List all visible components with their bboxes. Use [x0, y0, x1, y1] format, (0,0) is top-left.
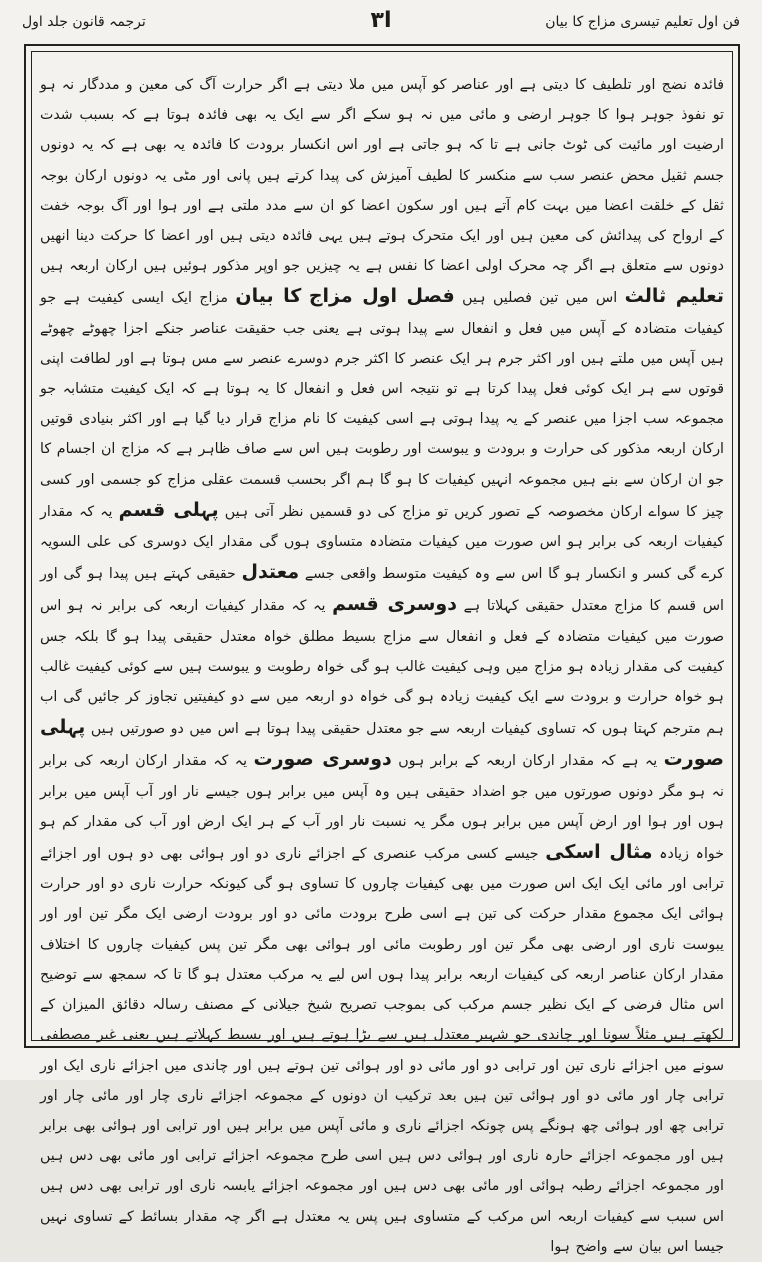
bold-heading: پہلی قسم	[118, 498, 219, 521]
bold-heading: کا بیان	[235, 285, 302, 308]
bold-heading: فصل اول مزاج	[308, 285, 455, 308]
bold-heading: معتدل	[241, 561, 300, 584]
bold-heading: دوسری صورت	[253, 748, 392, 771]
bold-heading: مثال اسکی	[545, 841, 653, 864]
running-title-left: ترجمہ قانون جلد اول	[22, 14, 146, 30]
running-title-right: فن اول تعلیم تیسری مزاج کا بیان	[545, 14, 740, 30]
bold-heading: تعلیم ثالث	[624, 285, 725, 308]
page-number: ۳ا	[370, 8, 392, 33]
body-paragraph: فائدہ نضج اور تلطیف کا دیتی ہے اور عناصر کو آپس میں ملا دیتی ہے اگر حرارت آگ کی معین و مددگار نہ ہو تو نفوذ جوہر ہوا کا جوہر ارضی و مائی میں نہ ہو سکے اگر سے ایک یہ بھی فائدہ ہوتا ہے کہ بسبب شدت ارضیت اور مائیت کی ٹوٹ جانی ہے تا کہ ہو جاتی ہے اور اس انکسار برودت کا فائدہ یہ بھی ہے کہ یہ دونوں جسم ثقیل محض عنصر سب سے منکسر کا لطیف آمیزش کی پیدا کرتے ہیں پانی اور مٹی یہ دونوں ارکان بوجہ ثقل کے خلقت اعضا میں بہت کام آتے ہیں اور سکون اعضا کو ان سے مدد ملتی ہے اور ہوا اور آگ بوجہ خفت کے ارواح کی پیدائش کی معین ہیں اور ایک متحرک ہوتے ہیں یہی فائدہ دیتی ہیں اور اعضا کا حرکت دینا انھیں دونوں سے متعلق ہے اگر چہ محرک اولی اعضا کا نفس ہے یہ چیزیں جو اوپر مذکور ہوئیں ہیں ارکان اربعہ ہیں تعلیم ثالث اس میں تین فصلیں ہیں فصل اول مزاج کا بیان مزاج ایک ایسی کیفیت ہے جو کیفیات متضادہ کے آپس میں فعل و انفعال سے پیدا ہوتی ہے یعنی جب حقیقت عناصر جنکے اجزا چھوٹے چھوٹے ہیں آپس میں ملتے ہیں اور اکثر جرم ہر ایک عنصر کا اکثر جرم دوسرے عنصر سے مس ہوتا ہے اور لطافت اپنی قوتوں سے ہر ایک کوئی فعل پیدا کرتا ہے تو نتیجہ اس فعل و انفعال کا یہ ہوتا ہے کہ ایک کیفیت متشابہ جو مجموعہ سب اجزا میں عنصر کے یہ پیدا ہوتی ہے اسی کیفیت کا نام مزاج قرار دیا گیا ہے اور اکثر بنیادی قوتیں ارکان اربعہ مذکور کی حرارت و برودت و یبوست اور رطوبت ہیں اس سے صاف ظاہر ہے کہ مزاج ان اجسام کا جو ان ارکان سے بنے ہیں مجموعہ انہیں کیفیات کا ہو گا ہم اگر بحسب قسمت عقلی مزاج کو جسمی اور کسی چیز کا سواے ارکان مخصوصہ کے تصور کریں تو مزاج کی دو قسمیں نظر آتی ہیں پہلی قسم یہ کہ مقدار کیفیات اربعہ کی برابر ہو اس صورت میں کیفیات متضادہ متساوی ہوں گی مقدار ایک دوسری کی علی السویہ کرے گی کسر و انکسار ہو گا اس سے وہ کیفیت متوسط واقعی جسے معتدل حقیقی کہتے ہیں پیدا ہو گی اور اس قسم کا مزاج معتدل حقیقی کہلاتا ہے دوسری قسم یہ کہ مقدار کیفیات اربعہ کی برابر نہ ہو اس صورت میں کیفیات متضادہ کے فعل و انفعال سے مزاج بسیط مطلق خواہ معتدل حقیقی پیدا ہو گا بلکہ جس کیفیت کی مقدار زیادہ ہو مزاج میں وہی کیفیت غالب ہو گی خواہ رطوبت و یبوست ہیں سے کوئی کیفیت غالب ہو خواہ حرارت و برودت سے ایک کیفیت زیادہ ہو گی خواہ دو اربعہ میں سے دو کیفیتیں تجاوز کر جائیں گی اب ہم مترجم کہتا ہوں کہ تساوی کیفیات اربعہ سے جو معتدل حقیقی پیدا ہوتا ہے اس میں دو صورتیں ہیں پہلی صورت یہ ہے کہ مقدار ارکان اربعہ کے برابر ہوں دوسری صورت یہ کہ مقدار ارکان اربعہ کی برابر نہ ہو مگر دونوں صورتوں میں جو اضداد حقیقی ہیں وہ آپس میں برابر ہوں جیسے نار اور آب آپس میں برابر ہوں اور ہوا اور ارض آپس میں برابر ہوں مگر یہ نسبت نار اور آب کے ہر ایک ارض اور آب کی مقدار کم ہو خواہ زیادہ مثال اسکی جیسے کسی مرکب عنصری کے اجزائے ناری دو اور ہوائی بھی دو ہوں اور اجزائے ترابی اور مائی ایک ایک اس صورت میں بھی کیفیات چاروں کا تساوی ہو گی کیونکہ حرارت ناری دو اور حرارت ہوائی ایک مجموع مقدار حرکت کی تین ہے اسی طرح برودت مائی دو اور برودت ارضی ایک مگر تین اور اور یبوست ناری اور ارضی بھی مگر تین اور رطوبت مائی اور ہوائی بھی مگر تین پس کیفیات چاروں کا اختلاف مقدار ارکان عناصر اربعہ کی کیفیات اربعہ برابر پیدا ہوں اس لیے یہ مرکب معتدل ہو گا تا کہ سمجھ سے توضیح اس مثال فرضی کے ایک نظیر جسم مرکب کی بموجب تصریح شیخ جیلانی کے مصنف رسالہ دقائق المیزان کے لکھتے ہیں مثلاً سونا اور چاندی جو شہیر معتدل ہیں سے بڑا ہوتے ہیں اور بسیط کہلاتے ہیں یعنی غیر مصطفی سونے میں اجزائے ناری تین اور ترابی دو اور مائی دو اور ہوائی تین ہوتے ہیں اور چاندی میں اجزائے ناری ایک اور ترابی چار اور مائی دو اور ہوائی تین ہیں بعد ترکیب ان دونوں کے مجموعہ اجزائے ناری چار اور مائی چار اور ترابی چھ اور ہوائی چھ ہونگے پس چونکہ اجزائے ناری و مائی آپس میں برابر ہیں اور ترابی اور ہوائی بھی برابر ہیں اور مجموعہ اجزائے حارہ ناری اور ہوائی دس ہیں اسی طرح مجموعہ اجزائے ترابی اور مائی بھی دس ہیں اور مجموعہ اجزائے رطبہ ہوائی اور مائی بھی دس ہیں اور مجموعہ اجزائے یابسہ ناری اور ترابی بھی دس ہیں اس سبب سے کیفیات اربعہ اس مرکب کے متساوی ہیں پس یہ معتدل ہے اگر چہ مقدار بسائط کے تساوی نہیں جیسا اس بیان سے واضح ہوا	[40, 77, 725, 1255]
bold-heading: دوسری قسم	[332, 593, 457, 616]
body-text-block	[40, 70, 725, 1255]
page-header	[22, 8, 740, 40]
bold-heading: پہلی صورت	[40, 716, 724, 771]
